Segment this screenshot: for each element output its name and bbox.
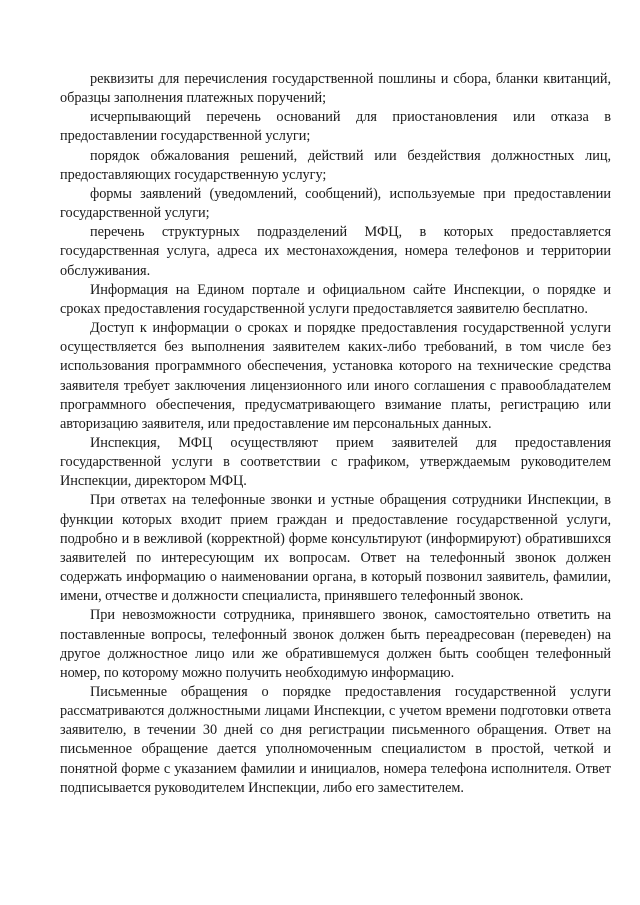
paragraph-reception-schedule: Инспекция, МФЦ осуществляют прием заявителей для предоставления государственной услуги в соответствии с графиком, утверждаемым руководителем Инспекции, директором МФЦ. [60, 434, 611, 490]
paragraph-information-access: Доступ к информации о сроках и порядке предоставления государственной услуги осуществляется без выполнения заявителем каких-либо требований, в том числе без использования программного обеспечения, установка которого на технические средства заявителя требует заключения лицензионного или иного соглашения с правообладателем программного обеспечения, предусматривающего взимание платы, регистрацию или авторизацию заявителя, или предоставление им персональных данных. [60, 320, 611, 432]
paragraph-appeal-procedure: порядок обжалования решений, действий или бездействия должностных лиц, предоставляющих государственную услугу; [60, 147, 611, 183]
paragraph-call-redirect: При невозможности сотрудника, принявшего звонок, самостоятельно ответить на поставленные вопросы, телефонный звонок должен быть переадресован (переведен) на другое должностное лицо или же обратившемуся должен быть сообщен телефонный номер, по которому можно получить необходимую информацию. [60, 607, 611, 681]
paragraph-phone-answers: При ответах на телефонные звонки и устные обращения сотрудники Инспекции, в функции которых входит прием граждан и предоставление государственной услуги, подробно и в вежливой (корректной) форме консультируют (информируют) обратившихся заявителей по интересующим их вопросам. Ответ на телефонный звонок должен содержать информацию о наименовании органа, в который позвонил заявитель, фамилии, имени, отчестве и должности специалиста, принявшего телефонный звонок. [60, 492, 611, 605]
document-page [60, 70, 611, 798]
paragraph-portal-information: Информация на Едином портале и официальном сайте Инспекции, о порядке и сроках предоставления государственной услуги предоставляется заявителю бесплатно. [60, 281, 611, 317]
paragraph-written-requests: Письменные обращения о порядке предоставления государственной услуги рассматриваются должностными лицами Инспекции, с учетом времени подготовки ответа заявителю, в течении 30 дней со дня регистрации письменного обращения. Ответ на письменное обращение дается уполномоченным специалистом в простой, четкой и понятной форме с указанием фамилии и инициалов, номера телефона исполнителя. Ответ подписывается руководителем Инспекции, либо его заместителем. [60, 684, 611, 796]
paragraph-mfc-divisions: перечень структурных подразделений МФЦ, в которых предоставляется государственная услуга, адреса их местонахождения, номера телефонов и территории обслуживания. [60, 224, 611, 279]
paragraph-application-forms: формы заявлений (уведомлений, сообщений), используемые при предоставлении государственной услуги; [60, 185, 611, 222]
paragraph-refusal-grounds: исчерпывающий перечень оснований для приостановления или отказа в предоставлении государственной услуги; [60, 109, 611, 145]
paragraph-payment-details: реквизиты для перечисления государственной пошлины и сбора, бланки квитанций, образцы заполнения платежных поручений; [60, 71, 611, 107]
